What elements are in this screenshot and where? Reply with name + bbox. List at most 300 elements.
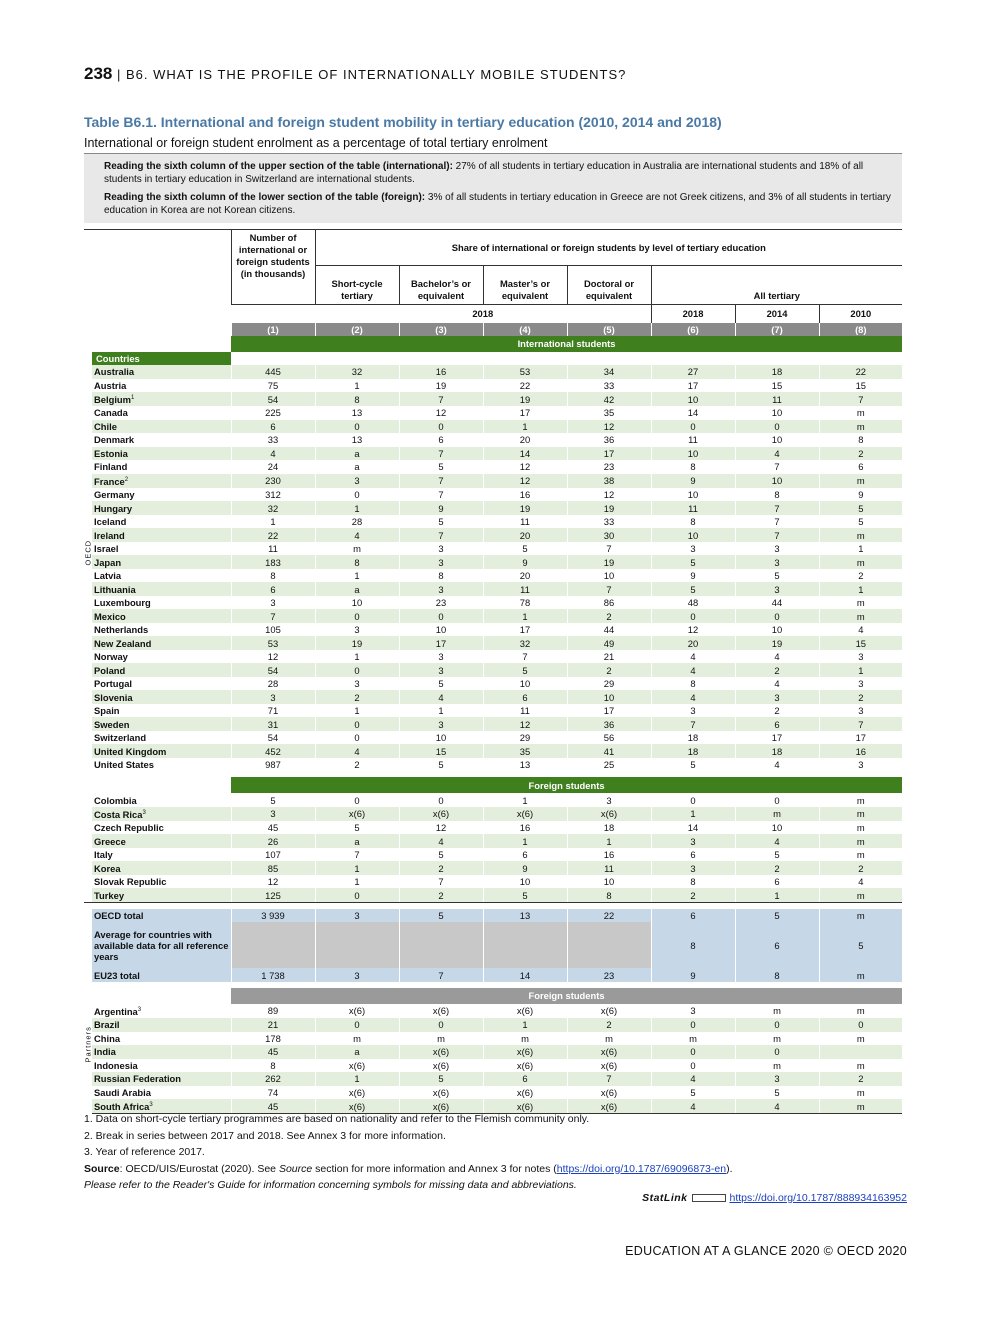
cell-col-6: 0 bbox=[651, 1018, 735, 1032]
cell-col-4: x(6) bbox=[483, 1045, 567, 1059]
cell-col-8 bbox=[819, 1045, 902, 1059]
row-label bbox=[92, 1086, 231, 1100]
row-label bbox=[92, 528, 231, 542]
cell-col-5: 86 bbox=[567, 596, 651, 610]
side-label-text: Partners bbox=[83, 1026, 93, 1063]
cell-col-1: 11 bbox=[231, 542, 315, 556]
cell-col-6: 4 bbox=[651, 663, 735, 677]
cell-col-8: m bbox=[819, 609, 902, 623]
cell-col-2: 3 bbox=[315, 968, 399, 982]
cell-col-5: 7 bbox=[567, 1072, 651, 1086]
country-name: Turkey bbox=[94, 889, 125, 901]
footnote-marker: 2 bbox=[124, 476, 129, 483]
country-name: Finland bbox=[94, 461, 128, 473]
source-text-2: section for more information and Annex 3 for notes ( bbox=[312, 1162, 557, 1175]
cell-col-7: 3 bbox=[735, 690, 819, 704]
cell-col-4: 32 bbox=[483, 636, 567, 650]
cell-col-3: 6 bbox=[399, 433, 483, 447]
cell-col-5: 2 bbox=[567, 609, 651, 623]
cell-col-5: 12 bbox=[567, 420, 651, 434]
cell-col-4: x(6) bbox=[483, 807, 567, 821]
cell-col-6: 7 bbox=[651, 717, 735, 731]
cell-col-3: x(6) bbox=[399, 1099, 483, 1114]
cell-col-6: 14 bbox=[651, 821, 735, 835]
reading-note-upper-text: 27% of all students in tertiary education in Australia are international students and 18% of all students in tertiary education in Switzerland are international students. bbox=[104, 161, 864, 185]
cell-col-7: m bbox=[735, 1059, 819, 1073]
note-3: 3. Year of reference 2017. bbox=[84, 1146, 205, 1158]
statlink bbox=[642, 1192, 907, 1204]
cell-col-2: m bbox=[315, 542, 399, 556]
cell-col-8: m bbox=[819, 793, 902, 807]
aggregate-row-average bbox=[84, 922, 902, 968]
cell-col-4: 20 bbox=[483, 569, 567, 583]
cell-col-5: 10 bbox=[567, 690, 651, 704]
cell-col-1: 21 bbox=[231, 1018, 315, 1032]
cell-col-7: 10 bbox=[735, 433, 819, 447]
header-row-1 bbox=[84, 230, 902, 266]
cell-col-3: 7 bbox=[399, 528, 483, 542]
table-row bbox=[84, 650, 902, 664]
table-row bbox=[84, 821, 902, 835]
cell-col-7: 4 bbox=[735, 758, 819, 772]
cell-col-3: 3 bbox=[399, 663, 483, 677]
cell-col-1: 445 bbox=[231, 365, 315, 379]
cell-col-7: 10 bbox=[735, 821, 819, 835]
cell-col-8: 8 bbox=[819, 433, 902, 447]
cell-col-5: 11 bbox=[567, 861, 651, 875]
page-number: 238 bbox=[84, 64, 113, 83]
row-label bbox=[92, 596, 231, 610]
cell-col-5: 16 bbox=[567, 848, 651, 862]
row-label bbox=[92, 515, 231, 529]
country-name: Korea bbox=[94, 862, 121, 874]
cell-col-7: 7 bbox=[735, 501, 819, 515]
cell-col-1: 3 939 bbox=[231, 909, 315, 923]
country-name: Costa Rica bbox=[94, 808, 143, 820]
cell-col-6: 9 bbox=[651, 474, 735, 488]
cell-col-1: 53 bbox=[231, 636, 315, 650]
cell-col-7: 7 bbox=[735, 515, 819, 529]
reading-box bbox=[84, 153, 902, 223]
cell-col-8: m bbox=[819, 968, 902, 982]
side-spacer bbox=[84, 875, 92, 889]
cell-col-5: 17 bbox=[567, 704, 651, 718]
cell-col-1: 71 bbox=[231, 704, 315, 718]
cell-col-1: 3 bbox=[231, 690, 315, 704]
cell-col-8: m bbox=[819, 420, 902, 434]
cell-col-6: 1 bbox=[651, 807, 735, 821]
cell-col-1: 32 bbox=[231, 501, 315, 515]
cell-col-3: 3 bbox=[399, 555, 483, 569]
cell-col-7: 3 bbox=[735, 582, 819, 596]
row-label bbox=[92, 1032, 231, 1046]
country-name: Saudi Arabia bbox=[94, 1086, 151, 1098]
source-label: Source bbox=[84, 1162, 120, 1175]
cell-col-2: 8 bbox=[315, 555, 399, 569]
country-name: New Zealand bbox=[94, 637, 152, 649]
cell-col-3: x(6) bbox=[399, 1059, 483, 1073]
cell-col-8: 5 bbox=[819, 922, 902, 968]
table-row bbox=[84, 623, 902, 637]
source-text-3: ). bbox=[726, 1162, 733, 1175]
cell-col-7: 8 bbox=[735, 968, 819, 982]
cell-col-6: 18 bbox=[651, 731, 735, 745]
cell-col-4: 6 bbox=[483, 1072, 567, 1086]
cell-col-3: 15 bbox=[399, 744, 483, 758]
country-name: Mexico bbox=[94, 610, 126, 622]
cell-col-4: 13 bbox=[483, 909, 567, 923]
cell-col-6: 0 bbox=[651, 1059, 735, 1073]
cell-col-3: 7 bbox=[399, 447, 483, 461]
cell-col-8: 9 bbox=[819, 488, 902, 502]
table-row bbox=[84, 1045, 902, 1059]
row-label bbox=[92, 744, 231, 758]
row-label bbox=[92, 663, 231, 677]
cell-col-2: 0 bbox=[315, 717, 399, 731]
country-name: Denmark bbox=[94, 434, 135, 446]
cell-col-7: 11 bbox=[735, 392, 819, 406]
cell-col-4: 10 bbox=[483, 677, 567, 691]
cell-col-8: 4 bbox=[819, 623, 902, 637]
cell-col-8: 5 bbox=[819, 501, 902, 515]
cell-col-7: 4 bbox=[735, 677, 819, 691]
cell-col-8: m bbox=[819, 1032, 902, 1046]
cell-col-8: 17 bbox=[819, 731, 902, 745]
reading-note-lower bbox=[104, 191, 894, 217]
cell-col-1: 1 738 bbox=[231, 968, 315, 982]
table-title: Table B6.1. International and foreign student mobility in tertiary education (2010, 2014 and 2018) bbox=[84, 114, 722, 130]
row-label bbox=[92, 793, 231, 807]
table-row bbox=[84, 1032, 902, 1046]
cell-col-6: 9 bbox=[651, 569, 735, 583]
cell-col-8: 2 bbox=[819, 861, 902, 875]
statlink-logo-icon bbox=[692, 1194, 726, 1202]
cell-col-4: 13 bbox=[483, 758, 567, 772]
country-name: Israel bbox=[94, 543, 119, 554]
cell-col-1: 230 bbox=[231, 474, 315, 488]
row-label bbox=[92, 420, 231, 434]
country-name: Austria bbox=[94, 379, 127, 391]
cell-col-4: 11 bbox=[483, 515, 567, 529]
cell-col-4: 22 bbox=[483, 379, 567, 393]
column-number: (1) bbox=[231, 323, 315, 336]
cell-col-6: 10 bbox=[651, 488, 735, 502]
cell-col-7: 17 bbox=[735, 731, 819, 745]
cell-col-8: 7 bbox=[819, 392, 902, 406]
note-1: 1. Data on short-cycle tertiary programmes are based on nationality and refer to the Flemish community only. bbox=[84, 1113, 590, 1125]
cell-col-8: 16 bbox=[819, 744, 902, 758]
cell-col-7: 10 bbox=[735, 623, 819, 637]
empty-cell bbox=[399, 922, 483, 968]
cell-col-6: 10 bbox=[651, 528, 735, 542]
cell-col-1: 74 bbox=[231, 1086, 315, 1100]
cell-col-4: 1 bbox=[483, 1018, 567, 1032]
cell-col-5: 21 bbox=[567, 650, 651, 664]
aggregate-row-oecd-total bbox=[84, 909, 902, 923]
cell-col-4: 10 bbox=[483, 875, 567, 889]
row-label bbox=[92, 569, 231, 583]
cell-col-2: 7 bbox=[315, 848, 399, 862]
cell-col-7: 0 bbox=[735, 609, 819, 623]
row-label bbox=[92, 501, 231, 515]
cell-col-3: 5 bbox=[399, 515, 483, 529]
cell-col-4: 20 bbox=[483, 528, 567, 542]
cell-col-6: 10 bbox=[651, 392, 735, 406]
cell-col-7: 4 bbox=[735, 834, 819, 848]
cell-col-2: 2 bbox=[315, 758, 399, 772]
cell-col-6: 3 bbox=[651, 861, 735, 875]
cell-col-5: x(6) bbox=[567, 1086, 651, 1100]
cell-col-5: 36 bbox=[567, 433, 651, 447]
column-number: (7) bbox=[735, 323, 819, 336]
empty-cell bbox=[315, 922, 399, 968]
table-row bbox=[84, 555, 902, 569]
side-spacer bbox=[84, 888, 92, 902]
cell-col-5: x(6) bbox=[567, 1099, 651, 1114]
column-number: (5) bbox=[567, 323, 651, 336]
country-name: Slovenia bbox=[94, 691, 133, 703]
cell-col-3: 19 bbox=[399, 379, 483, 393]
country-name: Canada bbox=[94, 407, 128, 419]
footnote-marker: 1 bbox=[130, 395, 135, 401]
country-name: United States bbox=[94, 759, 154, 770]
cell-col-1: 75 bbox=[231, 379, 315, 393]
cell-col-2: 19 bbox=[315, 636, 399, 650]
side-spacer bbox=[84, 807, 92, 821]
cell-col-4: 78 bbox=[483, 596, 567, 610]
cell-col-1: 312 bbox=[231, 488, 315, 502]
cell-col-8: 2 bbox=[819, 690, 902, 704]
cell-col-1: 183 bbox=[231, 555, 315, 569]
table-row bbox=[84, 609, 902, 623]
cell-col-2: 2 bbox=[315, 690, 399, 704]
country-name: Hungary bbox=[94, 502, 133, 514]
reading-note-upper-bold: Reading the sixth column of the upper section of the table (international): bbox=[104, 161, 453, 172]
cell-col-2: a bbox=[315, 834, 399, 848]
side-spacer bbox=[84, 793, 92, 807]
cell-col-3: 10 bbox=[399, 623, 483, 637]
row-label bbox=[92, 848, 231, 862]
cell-col-6: 17 bbox=[651, 379, 735, 393]
band-foreign-partners: Foreign students bbox=[231, 988, 902, 1004]
cell-col-4: 6 bbox=[483, 690, 567, 704]
country-name: Slovak Republic bbox=[94, 876, 167, 888]
cell-col-1: 452 bbox=[231, 744, 315, 758]
reading-note-upper bbox=[104, 160, 894, 186]
cell-col-3: 5 bbox=[399, 460, 483, 474]
cell-col-8: 4 bbox=[819, 875, 902, 889]
cell-col-7: 10 bbox=[735, 474, 819, 488]
column-number: (2) bbox=[315, 323, 399, 336]
cell-col-2: 5 bbox=[315, 821, 399, 835]
cell-col-6: 18 bbox=[651, 744, 735, 758]
cell-col-4: 5 bbox=[483, 888, 567, 902]
cell-col-4: 11 bbox=[483, 704, 567, 718]
cell-col-5: 42 bbox=[567, 392, 651, 406]
data-table bbox=[84, 229, 902, 1114]
cell-col-1: 7 bbox=[231, 609, 315, 623]
cell-col-2: 10 bbox=[315, 596, 399, 610]
cell-col-3: 16 bbox=[399, 365, 483, 379]
cell-col-8: m bbox=[819, 821, 902, 835]
cell-col-8: m bbox=[819, 528, 902, 542]
table-row bbox=[84, 1018, 902, 1032]
country-name: Belgium bbox=[94, 394, 131, 406]
countries-header-row bbox=[84, 352, 902, 366]
table-row bbox=[84, 488, 902, 502]
column-number: (4) bbox=[483, 323, 567, 336]
cell-col-6: m bbox=[651, 1032, 735, 1046]
cell-col-2: 4 bbox=[315, 744, 399, 758]
cell-col-1: 8 bbox=[231, 1059, 315, 1073]
cell-col-1: 105 bbox=[231, 623, 315, 637]
cell-col-8: 7 bbox=[819, 717, 902, 731]
cell-col-2: 13 bbox=[315, 406, 399, 420]
cell-col-4: 12 bbox=[483, 460, 567, 474]
cell-col-7: m bbox=[735, 807, 819, 821]
cell-col-1: 12 bbox=[231, 875, 315, 889]
cell-col-8: m bbox=[819, 848, 902, 862]
cell-col-5: 2 bbox=[567, 663, 651, 677]
cell-col-1: 6 bbox=[231, 420, 315, 434]
row-label bbox=[92, 861, 231, 875]
col-header-number: Number of international or foreign students (in thousands) bbox=[231, 230, 315, 305]
country-name: Greece bbox=[94, 835, 126, 847]
aggregate-label: Average for countries with available data for all reference years bbox=[92, 922, 231, 968]
cell-col-7: 0 bbox=[735, 793, 819, 807]
cell-col-3: 0 bbox=[399, 420, 483, 434]
row-label bbox=[92, 834, 231, 848]
cell-col-1: 987 bbox=[231, 758, 315, 772]
cell-col-4: 16 bbox=[483, 821, 567, 835]
row-label bbox=[92, 406, 231, 420]
side-spacer bbox=[84, 834, 92, 848]
page-header bbox=[84, 64, 626, 84]
cell-col-3: 2 bbox=[399, 861, 483, 875]
header-separator: | bbox=[112, 67, 126, 82]
row-label bbox=[92, 807, 231, 821]
cell-col-5: 19 bbox=[567, 501, 651, 515]
cell-col-2: 0 bbox=[315, 793, 399, 807]
country-name: Germany bbox=[94, 489, 135, 500]
cell-col-1: 54 bbox=[231, 663, 315, 677]
cell-col-2: 3 bbox=[315, 909, 399, 923]
aggregate-label: OECD total bbox=[92, 909, 231, 923]
cell-col-8: 3 bbox=[819, 677, 902, 691]
column-number: (6) bbox=[651, 323, 735, 336]
source-text-1: : OECD/UIS/Eurostat (2020). See bbox=[119, 1162, 279, 1175]
empty-cell bbox=[483, 922, 567, 968]
source-link[interactable]: https://doi.org/10.1787/69096873-en bbox=[556, 1162, 727, 1175]
year-2014: 2014 bbox=[735, 305, 819, 323]
cell-col-6: 48 bbox=[651, 596, 735, 610]
cell-col-7: 4 bbox=[735, 447, 819, 461]
statlink-label: StatLink bbox=[642, 1192, 688, 1204]
col-header-all-tertiary: All tertiary bbox=[753, 290, 800, 301]
column-number-row bbox=[84, 323, 902, 336]
cell-col-5: 33 bbox=[567, 515, 651, 529]
cell-col-5: 29 bbox=[567, 677, 651, 691]
row-label bbox=[92, 474, 231, 488]
row-label bbox=[92, 447, 231, 461]
table-row bbox=[84, 807, 902, 821]
cell-col-6: 3 bbox=[651, 1004, 735, 1018]
cell-col-8: m bbox=[819, 807, 902, 821]
section-title: B6. WHAT IS THE PROFILE OF INTERNATIONALLY MOBILE STUDENTS? bbox=[125, 67, 627, 82]
cell-col-2: 1 bbox=[315, 379, 399, 393]
cell-col-5: 25 bbox=[567, 758, 651, 772]
table-row bbox=[84, 744, 902, 758]
side-spacer bbox=[84, 922, 92, 968]
cell-col-8: 22 bbox=[819, 365, 902, 379]
statlink-url[interactable]: https://doi.org/10.1787/888934163952 bbox=[729, 1192, 907, 1204]
table-row bbox=[84, 690, 902, 704]
row-label bbox=[92, 460, 231, 474]
cell-col-7: 5 bbox=[735, 1086, 819, 1100]
cell-col-5: 7 bbox=[567, 582, 651, 596]
cell-col-7: 19 bbox=[735, 636, 819, 650]
cell-col-4: 14 bbox=[483, 447, 567, 461]
cell-col-7: 5 bbox=[735, 569, 819, 583]
cell-col-8: m bbox=[819, 1004, 902, 1018]
countries-label: Countries bbox=[92, 352, 231, 366]
cell-col-1: 28 bbox=[231, 677, 315, 691]
year-2010: 2010 bbox=[819, 305, 902, 323]
cell-col-1: 6 bbox=[231, 582, 315, 596]
cell-col-7: 3 bbox=[735, 542, 819, 556]
country-name: Czech Republic bbox=[94, 822, 164, 834]
country-name: Chile bbox=[94, 420, 117, 432]
cell-col-3: 12 bbox=[399, 821, 483, 835]
row-label bbox=[92, 821, 231, 835]
row-label bbox=[92, 677, 231, 691]
cell-col-8: 1 bbox=[819, 542, 902, 556]
cell-col-7: 6 bbox=[735, 875, 819, 889]
cell-col-1: 107 bbox=[231, 848, 315, 862]
cell-col-5: 23 bbox=[567, 460, 651, 474]
cell-col-3: 9 bbox=[399, 501, 483, 515]
cell-col-6: 12 bbox=[651, 623, 735, 637]
cell-col-4: 19 bbox=[483, 501, 567, 515]
cell-col-2: 1 bbox=[315, 1072, 399, 1086]
cell-col-7: 1 bbox=[735, 888, 819, 902]
cell-col-2: x(6) bbox=[315, 807, 399, 821]
band-international: International students bbox=[231, 336, 902, 352]
row-label bbox=[92, 1072, 231, 1086]
cell-col-8: m bbox=[819, 834, 902, 848]
cell-col-3: m bbox=[399, 1032, 483, 1046]
row-label bbox=[92, 690, 231, 704]
cell-col-1: 12 bbox=[231, 650, 315, 664]
cell-col-4: 14 bbox=[483, 968, 567, 982]
row-label bbox=[92, 1018, 231, 1032]
footnote-marker: 3 bbox=[142, 809, 146, 816]
cell-col-3: 5 bbox=[399, 909, 483, 923]
note-2: 2. Break in series between 2017 and 2018. See Annex 3 for more information. bbox=[84, 1129, 446, 1142]
cell-col-6: 8 bbox=[651, 922, 735, 968]
table-row bbox=[84, 569, 902, 583]
cell-col-8: 2 bbox=[819, 1072, 902, 1086]
cell-col-5: 7 bbox=[567, 542, 651, 556]
source-italic: Source bbox=[278, 1162, 313, 1175]
cell-col-6: 4 bbox=[651, 1072, 735, 1086]
cell-col-5: x(6) bbox=[567, 1045, 651, 1059]
row-label bbox=[92, 1045, 231, 1059]
cell-col-6: 8 bbox=[651, 875, 735, 889]
side-spacer bbox=[84, 848, 92, 862]
cell-col-5: 22 bbox=[567, 909, 651, 923]
cell-col-2: 1 bbox=[315, 501, 399, 515]
